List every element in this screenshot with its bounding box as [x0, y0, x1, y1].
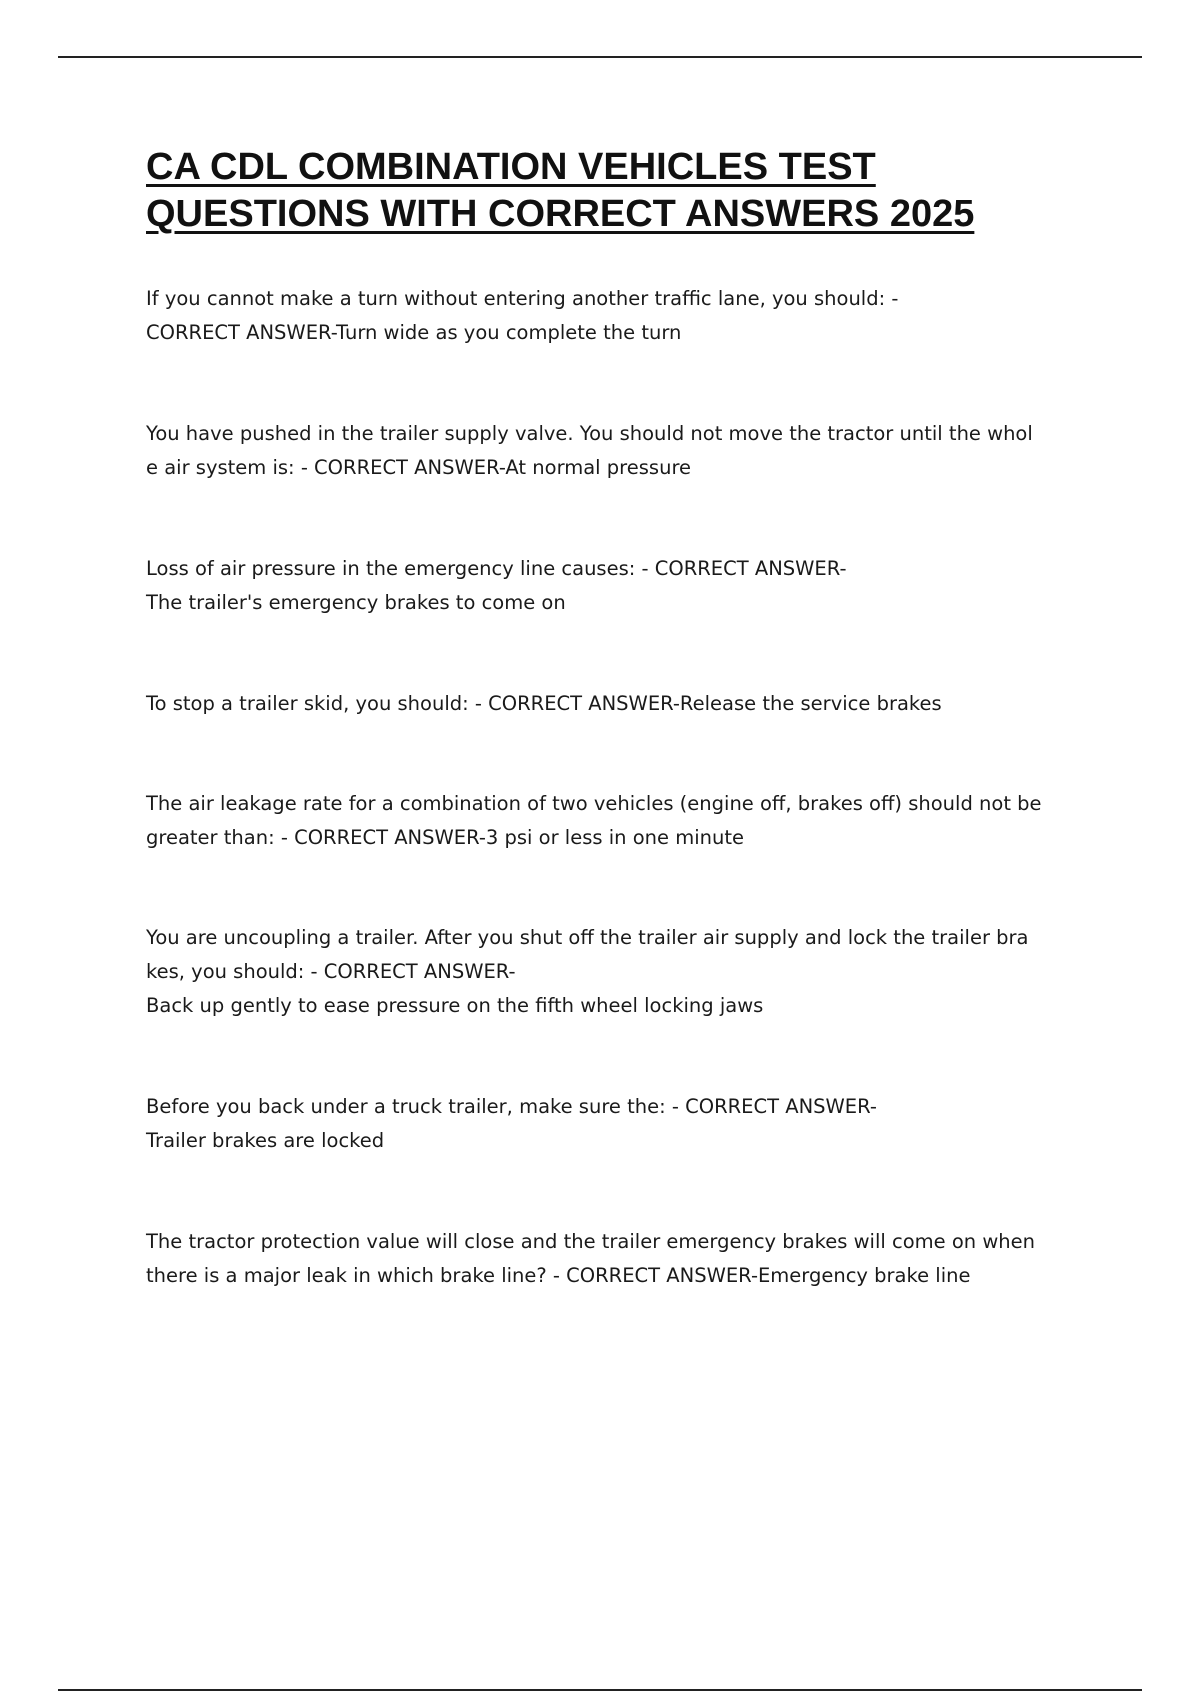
- question-item-4-line-1: To stop a trailer skid, you should: - CORRECT ANSWER-Release the service brakes: [146, 692, 942, 715]
- question-item-6-line-2: kes, you should: - CORRECT ANSWER-: [146, 960, 516, 983]
- question-item-6-line-1: You are uncoupling a trailer. After you shut off the trailer air supply and lock the trailer bra: [146, 926, 1029, 949]
- question-item-5-line-1: The air leakage rate for a combination of two vehicles (engine off, brakes off) should not be: [146, 792, 1042, 815]
- question-item-3-line-1: Loss of air pressure in the emergency line causes: - CORRECT ANSWER-: [146, 557, 847, 580]
- question-item-2-line-2: e air system is: - CORRECT ANSWER-At normal pressure: [146, 456, 692, 479]
- title-line-1: CA CDL COMBINATION VEHICLES TEST: [146, 146, 876, 188]
- question-item-6: [146, 921, 1090, 1023]
- title-line-2: QUESTIONS WITH CORRECT ANSWERS 2025: [146, 193, 975, 235]
- question-item-7: [146, 1090, 1090, 1158]
- question-item-7-line-2: Trailer brakes are locked: [146, 1129, 385, 1152]
- question-item-6-line-3: Back up gently to ease pressure on the fifth wheel locking jaws: [146, 994, 764, 1017]
- bottom-rule: [58, 1689, 1142, 1691]
- question-item-8: [146, 1225, 1090, 1293]
- question-item-4: [146, 687, 1090, 721]
- question-item-5-line-2: greater than: - CORRECT ANSWER-3 psi or less in one minute: [146, 826, 744, 849]
- question-item-2-line-1: You have pushed in the trailer supply valve. You should not move the tractor until the whol: [146, 422, 1033, 445]
- document-title: [146, 144, 1126, 238]
- question-item-8-line-1: The tractor protection value will close and the trailer emergency brakes will come on when: [146, 1230, 1035, 1253]
- question-item-2: [146, 417, 1090, 485]
- question-item-1-line-2: CORRECT ANSWER-Turn wide as you complete the turn: [146, 321, 682, 344]
- question-item-5: [146, 787, 1090, 855]
- top-rule: [58, 56, 1142, 58]
- question-item-8-line-2: there is a major leak in which brake line? - CORRECT ANSWER-Emergency brake line: [146, 1264, 971, 1287]
- question-item-1-line-1: If you cannot make a turn without entering another traffic lane, you should: -: [146, 287, 899, 310]
- question-item-7-line-1: Before you back under a truck trailer, make sure the: - CORRECT ANSWER-: [146, 1095, 877, 1118]
- question-item-1: [146, 282, 1090, 350]
- question-item-3: [146, 552, 1090, 620]
- question-item-3-line-2: The trailer's emergency brakes to come on: [146, 591, 566, 614]
